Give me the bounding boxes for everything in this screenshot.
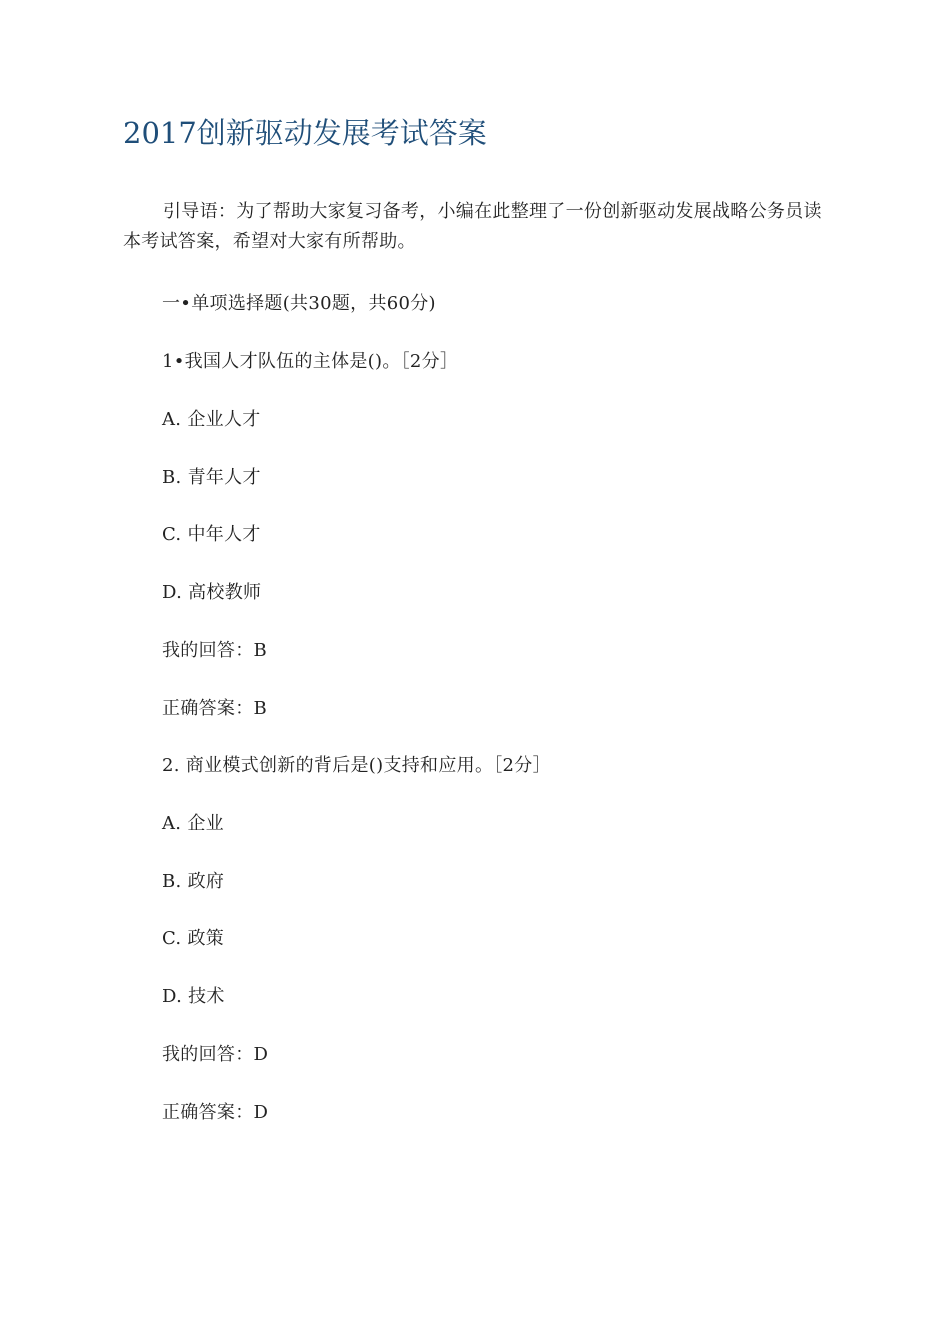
question-1-option-b: B. 青年人才 xyxy=(162,467,261,488)
document-title: 2017创新驱动发展考试答案 xyxy=(123,116,487,150)
question-2-option-d: D. 技术 xyxy=(162,986,225,1007)
question-1-option-c: C. 中年人才 xyxy=(162,524,261,545)
question-2-correct-answer: 正确答案：D xyxy=(162,1102,269,1123)
question-2-option-c: C. 政策 xyxy=(162,928,225,949)
question-2-my-answer: 我的回答：D xyxy=(162,1044,269,1065)
question-2-option-b: B. 政府 xyxy=(162,871,225,892)
question-1-option-a: A. 企业人才 xyxy=(162,409,261,430)
question-1-option-d: D. 高校教师 xyxy=(162,582,262,603)
question-1-my-answer: 我的回答：B xyxy=(162,640,268,661)
section-heading: 一•单项选择题(共30题，共60分) xyxy=(162,293,436,314)
question-1: 1•我国人才队伍的主体是()。［2分］ xyxy=(162,351,459,372)
question-2-option-a: A. 企业 xyxy=(162,813,224,834)
intro-paragraph: 引导语：为了帮助大家复习备考，小编在此整理了一份创新驱动发展战略公务员读本考试答案，希望对大家有所帮助。 xyxy=(123,201,822,252)
question-1-correct-answer: 正确答案：B xyxy=(162,698,268,719)
question-2: 2. 商业模式创新的背后是()支持和应用。［2分］ xyxy=(162,755,551,776)
